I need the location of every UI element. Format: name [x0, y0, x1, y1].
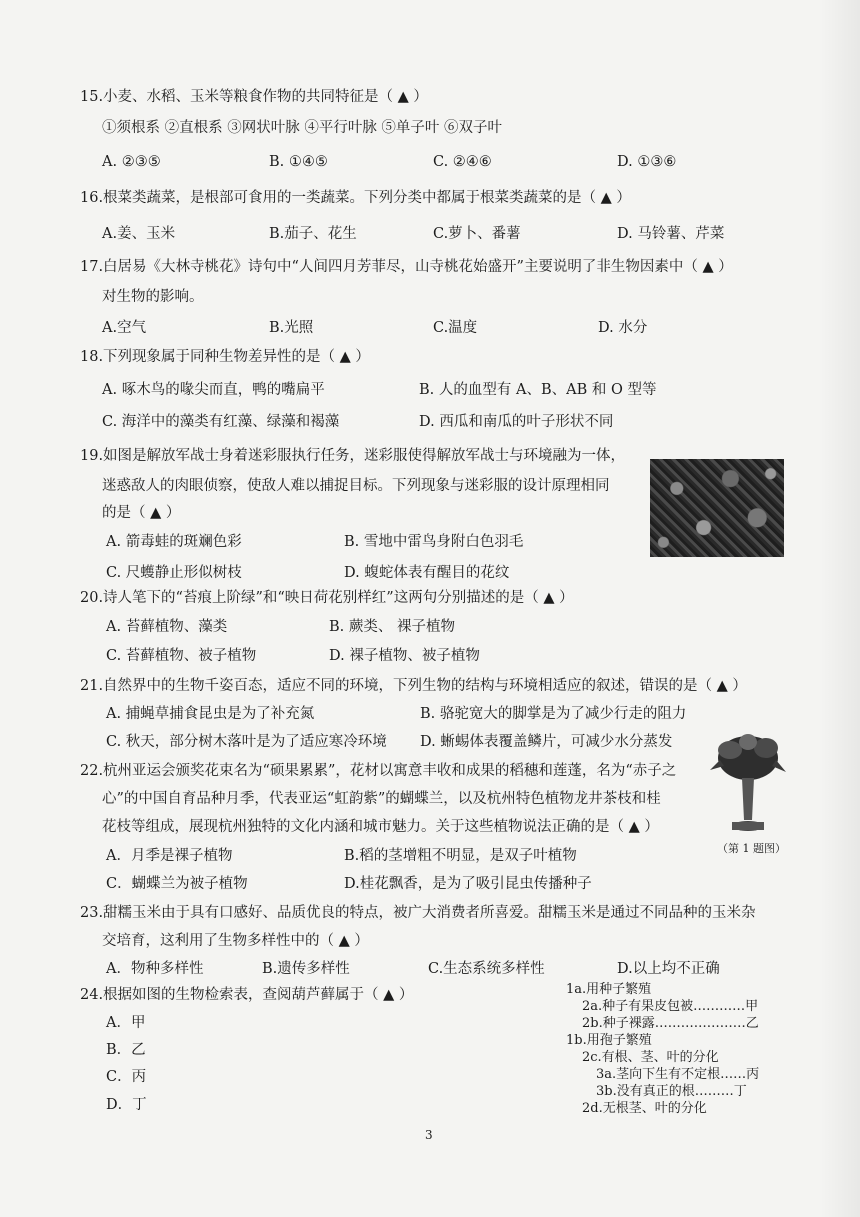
q21-option-c: C. 秋天，部分树木落叶是为了适应寒冷环境 — [106, 734, 387, 750]
question-18-stem: 18.下列现象属于同种生物差异性的是（ ▲ ） — [80, 349, 370, 365]
question-21-stem: 21.自然界中的生物千姿百态，适应不同的环境，下列生物的结构与环境相适应的叙述，错误的是（ ▲ ） — [80, 678, 747, 694]
question-17-cont: 对生物的影响。 — [102, 289, 204, 305]
question-17-stem: 17.白居易《大林寺桃花》诗句中“人间四月芳菲尽，山寺桃花始盛开”主要说明了非生物因素中（ ▲ ） — [80, 259, 733, 275]
q16-option-c: C.萝卜、番薯 — [433, 226, 521, 242]
q22-option-a: A．月季是裸子植物 — [106, 848, 233, 864]
question-20-stem: 20.诗人笔下的“苔痕上阶绿”和“映日荷花别样红”这两句分别描述的是（ ▲ ） — [80, 590, 574, 606]
question-23-cont: 交培育，这利用了生物多样性中的（ ▲ ） — [102, 933, 369, 949]
key-line-2d: 2d.无根茎、叶的分化 — [582, 1101, 707, 1116]
q24-option-d: D．丁 — [106, 1097, 147, 1113]
q16-option-d: D. 马铃薯、芹菜 — [617, 226, 725, 242]
q15-option-d: D. ①③⑥ — [617, 154, 677, 170]
question-22-cont-2: 花枝等组成，展现杭州独特的文化内涵和城市魅力。关于这些植物说法正确的是（ ▲ ） — [102, 819, 659, 835]
q22-option-b: B.稻的茎增粗不明显，是双子叶植物 — [344, 848, 577, 864]
q21-option-d: D. 蜥蜴体表覆盖鳞片，可减少水分蒸发 — [420, 734, 673, 750]
bouquet-vase-image — [708, 728, 788, 834]
q17-option-b: B.光照 — [269, 320, 314, 336]
key-line-2c: 2c.有根、茎、叶的分化 — [582, 1050, 719, 1065]
q18-option-b: B. 人的血型有 A、B、AB 和 O 型等 — [419, 382, 657, 398]
key-line-2a: 2a.种子有果皮包被…………甲 — [582, 999, 759, 1014]
question-19-cont-1: 迷惑敌人的肉眼侦察，使敌人难以捕捉目标。下列现象与迷彩服的设计原理相同 — [102, 478, 610, 494]
q17-option-c: C.温度 — [433, 320, 478, 336]
q21-option-a: A. 捕蝇草捕食昆虫是为了补充氮 — [106, 706, 315, 722]
page-number: 3 — [425, 1128, 433, 1142]
q23-option-c: C.生态系统多样性 — [428, 961, 545, 977]
question-22-cont-1: 心”的中国自育品种月季，代表亚运“虹韵紫”的蝴蝶兰，以及杭州特色植物龙井茶枝和桂 — [102, 791, 661, 807]
q16-option-b: B.茄子、花生 — [269, 226, 357, 242]
key-line-3b: 3b.没有真正的根………丁 — [596, 1084, 747, 1099]
question-24-stem: 24.根据如图的生物检索表，查阅葫芦藓属于（ ▲ ） — [80, 987, 414, 1003]
q24-option-a: A．甲 — [106, 1015, 146, 1031]
key-line-3a: 3a.茎向下生有不定根……丙 — [596, 1067, 760, 1082]
question-15-items: ①须根系 ②直根系 ③网状叶脉 ④平行叶脉 ⑤单子叶 ⑥双子叶 — [102, 120, 503, 136]
q15-option-b: B. ①④⑤ — [269, 154, 328, 170]
question-15-stem: 15.小麦、水稻、玉米等粮食作物的共同特征是（ ▲ ） — [80, 89, 428, 105]
q19-option-c: C. 尺蠖静止形似树枝 — [106, 565, 242, 581]
key-line-1a: 1a.用种子繁殖 — [566, 982, 652, 997]
q21-option-b: B. 骆驼宽大的脚掌是为了减少行走的阻力 — [420, 706, 687, 722]
q19-option-a: A. 箭毒蛙的斑斓色彩 — [106, 534, 242, 550]
figure-caption: （第 1 题图） — [717, 842, 786, 855]
q16-option-a: A.姜、玉米 — [102, 226, 176, 242]
q19-option-d: D. 蝮蛇体表有醒目的花纹 — [344, 565, 510, 581]
q15-option-c: C. ②④⑥ — [433, 154, 492, 170]
question-16-stem: 16.根菜类蔬菜，是根部可食用的一类蔬菜。下列分类中都属于根菜类蔬菜的是（ ▲ ） — [80, 190, 631, 206]
q15-option-a: A. ②③⑤ — [102, 154, 161, 170]
q20-option-d: D. 裸子植物、被子植物 — [329, 648, 480, 664]
q19-option-b: B. 雪地中雷鸟身附白色羽毛 — [344, 534, 524, 550]
question-22-stem: 22.杭州亚运会颁奖花束名为“硕果累累”，花材以寓意丰收和成果的稻穗和莲蓬，名为“赤子之 — [80, 763, 677, 779]
q24-option-b: B．乙 — [106, 1042, 146, 1058]
q23-option-d: D.以上均不正确 — [617, 961, 720, 977]
q20-option-c: C. 苔藓植物、被子植物 — [106, 648, 257, 664]
key-line-1b: 1b.用孢子繁殖 — [566, 1033, 652, 1048]
q18-option-d: D. 西瓜和南瓜的叶子形状不同 — [419, 414, 614, 430]
question-19-cont-2: 的是（ ▲ ） — [102, 505, 181, 521]
q23-option-a: A．物种多样性 — [106, 961, 204, 977]
q18-option-a: A. 啄木鸟的喙尖而直，鸭的嘴扁平 — [102, 382, 325, 398]
q17-option-d: D. 水分 — [598, 320, 648, 336]
q17-option-a: A.空气 — [102, 320, 147, 336]
question-19-stem: 19.如图是解放军战士身着迷彩服执行任务，迷彩服使得解放军战士与环境融为一体， — [80, 448, 626, 464]
q18-option-c: C. 海洋中的藻类有红藻、绿藻和褐藻 — [102, 414, 340, 430]
q24-option-c: C．丙 — [106, 1069, 147, 1085]
q20-option-b: B. 蕨类、 裸子植物 — [329, 619, 455, 635]
camouflage-soldier-image — [650, 459, 784, 557]
q20-option-a: A. 苔藓植物、藻类 — [106, 619, 228, 635]
key-line-2b: 2b.种子裸露…………………乙 — [582, 1016, 759, 1031]
q22-option-d: D.桂花飘香，是为了吸引昆虫传播种子 — [344, 876, 592, 892]
scan-edge-shadow — [820, 0, 860, 1217]
q23-option-b: B.遗传多样性 — [262, 961, 350, 977]
q22-option-c: C．蝴蝶兰为被子植物 — [106, 876, 248, 892]
question-23-stem: 23.甜糯玉米由于具有口感好、品质优良的特点，被广大消费者所喜爱。甜糯玉米是通过不同品种的玉米杂 — [80, 905, 756, 921]
